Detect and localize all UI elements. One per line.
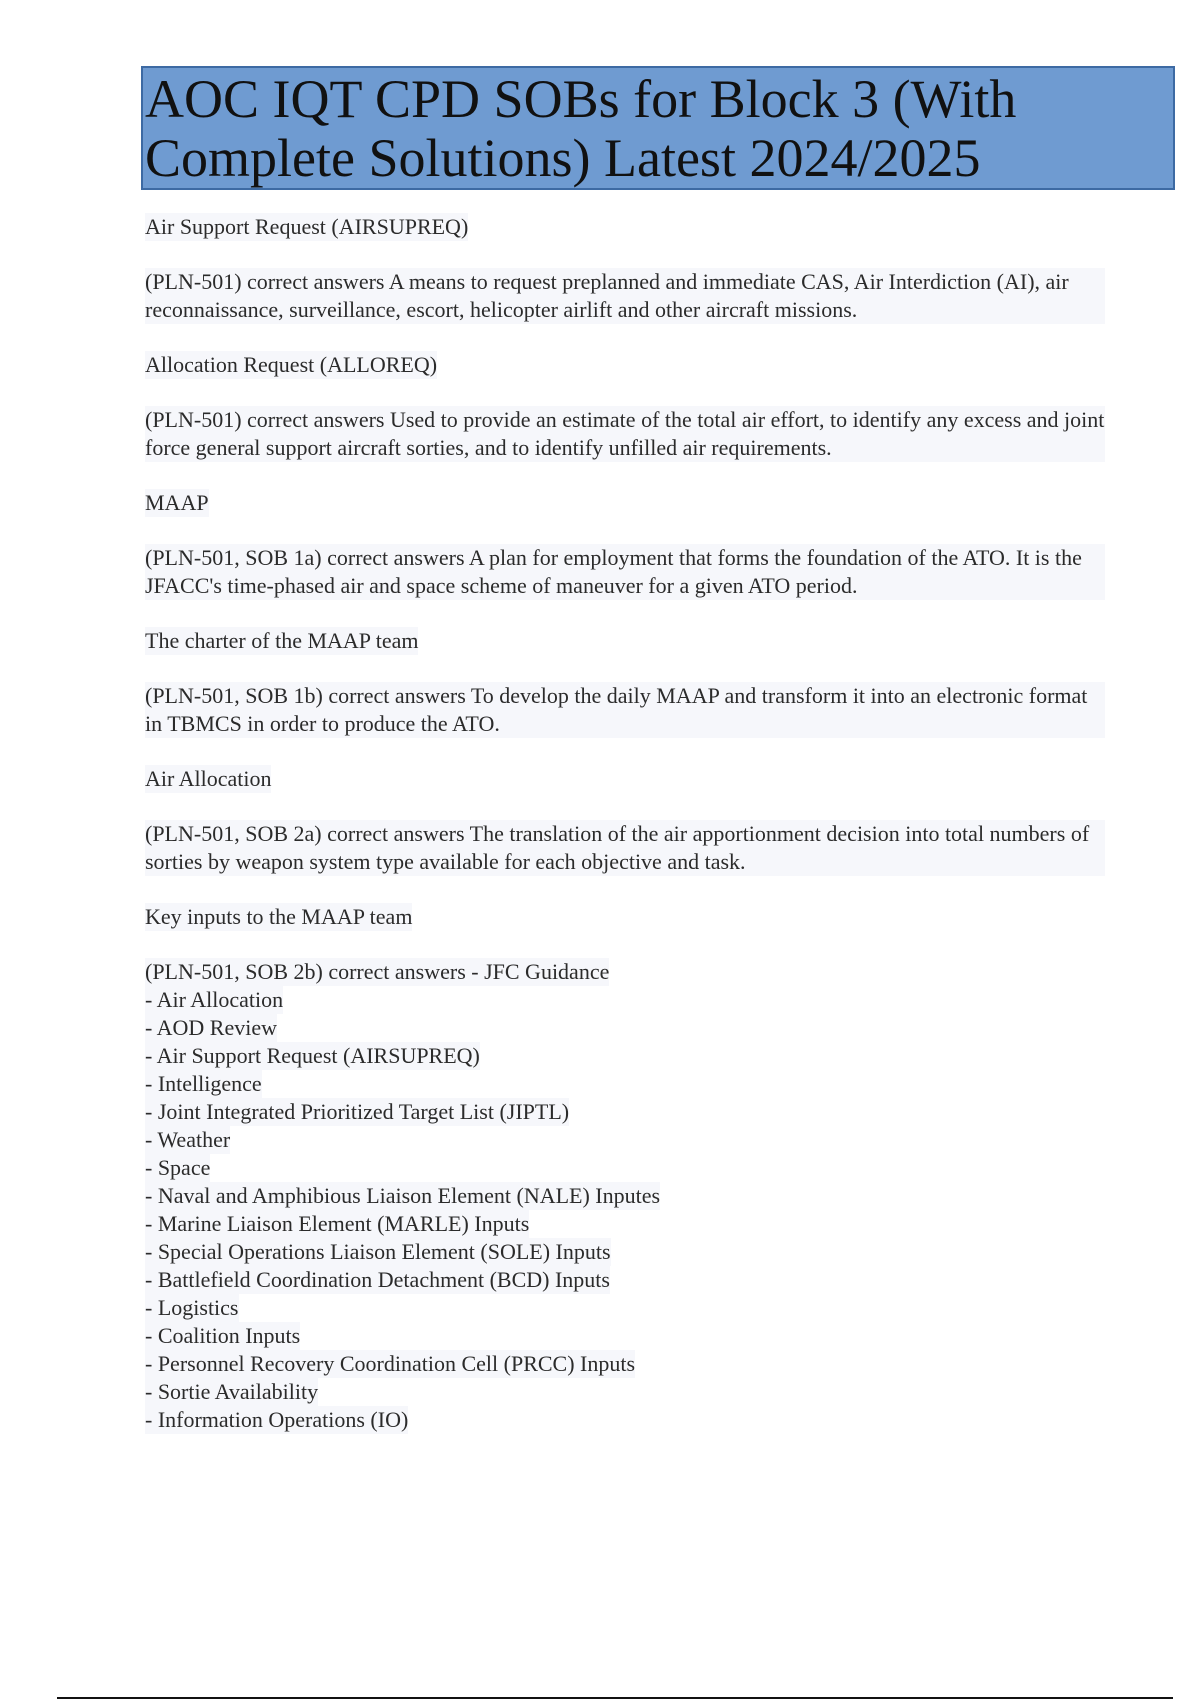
list-item: - Battlefield Coordination Detachment (BCD) Inputs	[145, 1267, 610, 1292]
list-item: - Air Support Request (AIRSUPREQ)	[145, 1043, 480, 1068]
entry-term: The charter of the MAAP team	[145, 628, 419, 653]
entry-term: Allocation Request (ALLOREQ)	[145, 352, 438, 377]
entry-definition: (PLN-501, SOB 2a) correct answers The translation of the air apportionment decision into total numbers of sorties by weapon system type available for each objective and task.	[145, 820, 1105, 876]
list-item: - Space	[145, 1155, 211, 1180]
page-bottom-rule	[57, 1697, 1173, 1699]
document-title: AOC IQT CPD SOBs for Block 3 (With Complete Solutions) Latest 2024/2025	[145, 69, 1017, 188]
title-banner	[141, 66, 1175, 190]
list-item: - Air Allocation	[145, 987, 284, 1012]
entry-term: Key inputs to the MAAP team	[145, 904, 413, 929]
list-item: - Coalition Inputs	[145, 1323, 301, 1348]
list-item: - Information Operations (IO)	[145, 1407, 409, 1432]
list-item: - Intelligence	[145, 1071, 262, 1096]
entry-term: Air Support Request (AIRSUPREQ)	[145, 214, 469, 239]
entry-definition: (PLN-501) correct answers Used to provide an estimate of the total air effort, to identify any excess and joint force general support aircraft sorties, and to identify unfilled air requirements.	[145, 407, 1105, 460]
list-item: - Special Operations Liaison Element (SOLE) Inputs	[145, 1239, 611, 1264]
document-body	[145, 213, 1105, 1434]
list-item: - Joint Integrated Prioritized Target List (JIPTL)	[145, 1099, 570, 1124]
list-item: - Logistics	[145, 1295, 239, 1320]
list-item: - AOD Review	[145, 1015, 277, 1040]
list-item: - Marine Liaison Element (MARLE) Inputs	[145, 1211, 530, 1236]
list-item: - Sortie Availability	[145, 1379, 319, 1404]
entry-definition: (PLN-501) correct answers A means to request preplanned and immediate CAS, Air Interdiction (AI), air reconnaissance, surveillance, escort, helicopter airlift and other aircraft missions.	[145, 268, 1105, 324]
key-inputs-list	[145, 958, 1105, 1434]
entry-definition: (PLN-501, SOB 1b) correct answers To develop the daily MAAP and transform it into an electronic format in TBMCS in order to produce the ATO.	[145, 682, 1105, 738]
list-item: - Naval and Amphibious Liaison Element (NALE) Inputes	[145, 1183, 661, 1208]
list-item: (PLN-501, SOB 2b) correct answers - JFC Guidance	[145, 959, 610, 984]
entry-term: MAAP	[145, 490, 209, 515]
list-item: - Personnel Recovery Coordination Cell (PRCC) Inputs	[145, 1351, 636, 1376]
entry-definition: (PLN-501, SOB 1a) correct answers A plan for employment that forms the foundation of the ATO. It is the JFACC's time-phased air and space scheme of maneuver for a given ATO period.	[145, 544, 1105, 600]
entry-term: Air Allocation	[145, 766, 272, 791]
list-item: - Weather	[145, 1127, 231, 1152]
